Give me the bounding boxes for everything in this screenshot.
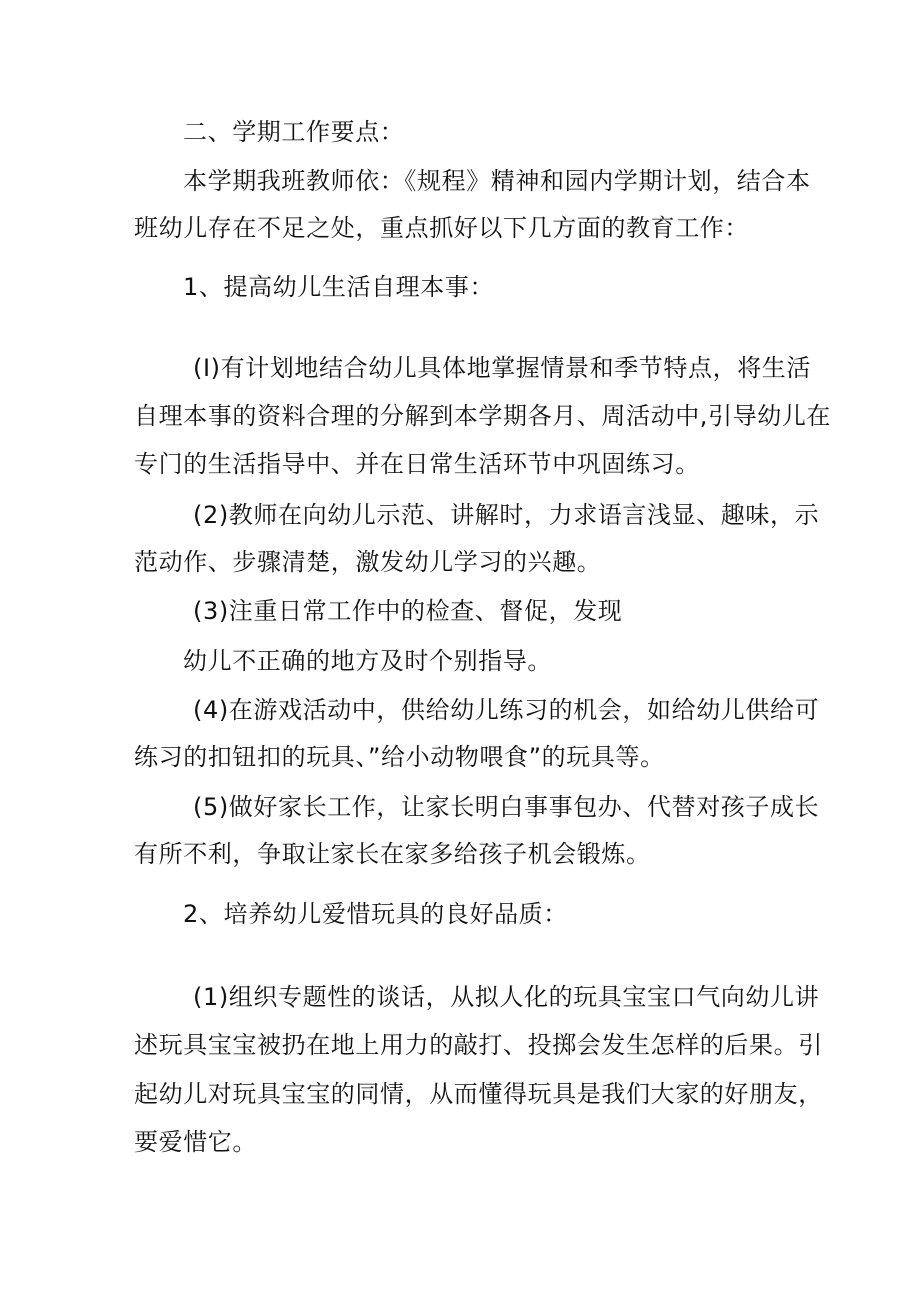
intro-line-1: 本学期我班教师依：《规程》精神和园内学期计划，结合本: [183, 167, 811, 195]
s1-item5-line-1: (5)做好家长工作，让家长明白事事包办、代替对孩子成长: [193, 793, 820, 821]
s2-item1-line-3: 起幼儿对玩具宝宝的同情，从而懂得玩具是我们大家的好朋友，: [134, 1080, 823, 1108]
s1-item1-line-1: (I)有计划地结合幼儿具体地掌握情景和季节特点，将生活: [193, 354, 812, 382]
s1-item2-line-2: 范动作、步骤清楚，激发幼儿学习的兴趣。: [134, 548, 602, 576]
s1-item4-line-1: (4)在游戏活动中，供给幼儿练习的机会，如给幼儿供给可: [193, 696, 820, 724]
s1-item1-line-2: 自理本事的资料合理的分解到本学期各月、周活动中,引导幼儿在: [134, 402, 832, 430]
s1-item3-line-1: (3)注重日常工作中的检查、督促，发现: [193, 597, 623, 625]
s1-item2-line-1: (2)教师在向幼儿示范、讲解时，力求语言浅显、趣味，示: [193, 501, 820, 529]
s1-item5-line-2: 有所不利，争取让家长在家多给孩子机会锻炼。: [134, 840, 651, 868]
s1-item4-line-2: 练习的扣钮扣的玩具、”给小动物喂食”的玩具等。: [134, 743, 665, 771]
s1-item1-line-3: 专门的生活指导中、并在日常生活环节中巩固练习。: [134, 450, 700, 478]
s2-item1-line-1: (1)组织专题性的谈话，从拟人化的玩具宝宝口气向幼儿讲: [193, 983, 820, 1011]
section2-title: 2、培养幼儿爱惜玩具的良好品质：: [183, 900, 568, 928]
s2-item1-line-4: 要爱惜它。: [134, 1128, 257, 1156]
s2-item1-line-2: 述玩具宝宝被扔在地上用力的敲打、投掷会发生怎样的后果。引: [134, 1031, 823, 1059]
section-heading: 二、学期工作要点：: [183, 118, 405, 146]
s1-item3-line-2: 幼儿不正确的地方及时个别指导。: [183, 647, 552, 675]
intro-line-2: 班幼儿存在不足之处，重点抓好以下几方面的教育工作：: [134, 214, 749, 242]
section1-title: 1、提高幼儿生活自理本事：: [183, 273, 495, 301]
